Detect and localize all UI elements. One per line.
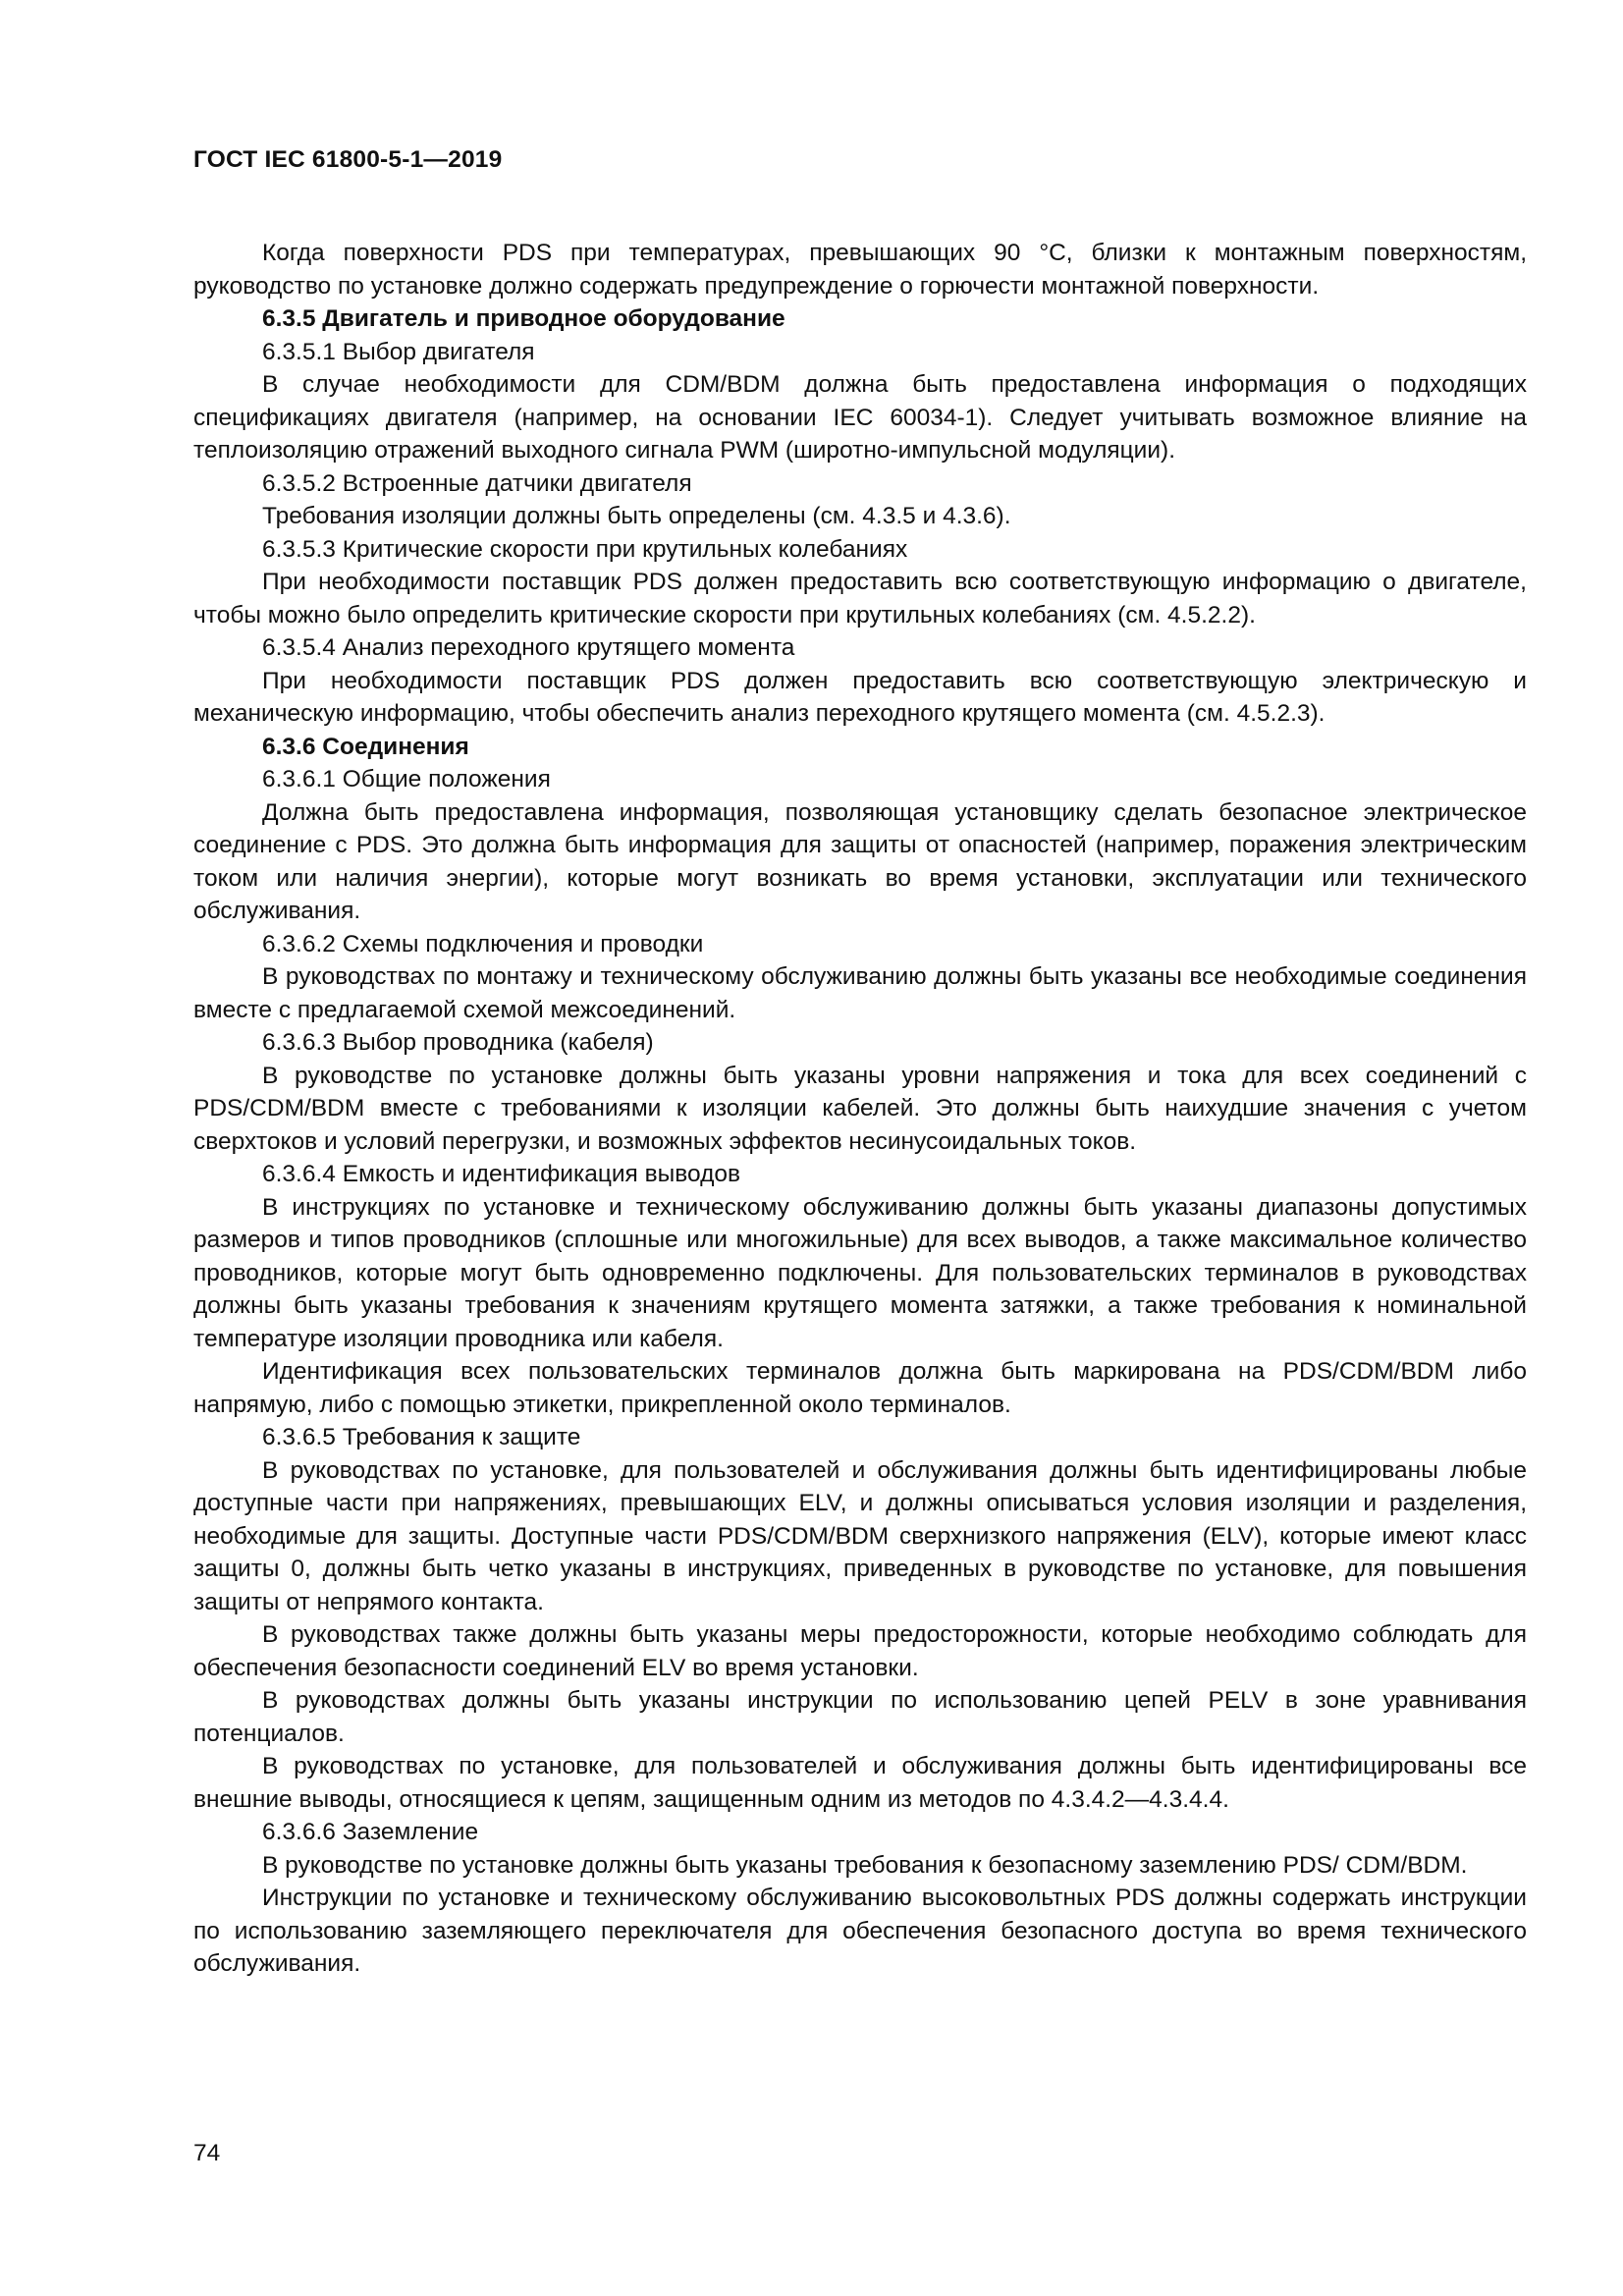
paragraph: В руководствах по установке, для пользователей и обслуживания должны быть идентифицированы все внешние выводы, относящиеся к цепям, защищенным одним из методов по 4.3.4.2—4.3.4.4. <box>193 1753 1527 1813</box>
paragraph: Инструкции по установке и техническому обслуживанию высоковольтных PDS должны содержать инструкции по использованию заземляющего переключателя для обеспечения безопасного доступа во время технического обслуживания. <box>193 1885 1527 1978</box>
paragraph: В инструкциях по установке и техническому обслуживанию должны быть указаны диапазоны допустимых размеров и типов проводников (сплошные или многожильные) для всех выводов, а также максимальное количество проводников, которые могут быть одновременно подключены. Для пользовательских терминалов в руководствах должны быть указаны требования к значениям крутящего момента затяжки, а также требования к номинальной температуре изоляции проводника или кабеля. <box>193 1193 1527 1352</box>
paragraph: 6.3.6.2 Схемы подключения и проводки <box>262 930 704 957</box>
paragraph: При необходимости поставщик PDS должен предоставить всю соответствующую электрическую и механическую информацию, чтобы обеспечить анализ переходного крутящего момента (см. 4.5.2.3). <box>193 667 1527 728</box>
paragraph: В руководстве по установке должны быть указаны требования к безопасному заземлению PDS/ CDM/BDM. <box>262 1851 1468 1879</box>
paragraph: В руководствах также должны быть указаны меры предосторожности, которые необходимо соблюдать для обеспечения безопасности соединений ELV во время установки. <box>193 1621 1527 1681</box>
paragraph: В руководствах по установке, для пользователей и обслуживания должны быть идентифицированы любые доступные части при напряжениях, превышающих ELV, и должны описываться условия изоляции и разделения, необходимые для защиты. Доступные части PDS/CDM/BDM сверхнизкого напряжения (ELV), которые имеют класс защиты 0, должны быть четко указаны в инструкциях, приведенных в руководстве по установке, для повышения защиты от непрямого контакта. <box>193 1456 1527 1615</box>
paragraph: 6.3.5.2 Встроенные датчики двигателя <box>262 469 692 497</box>
paragraph: При необходимости поставщик PDS должен предоставить всю соответствующую информацию о двигателе, чтобы можно было определить критические скорости при крутильных колебаниях (см. 4.5.2.2). <box>193 569 1527 629</box>
section-heading: 6.3.6 Соединения <box>262 733 469 760</box>
paragraph: 6.3.5.1 Выбор двигателя <box>262 338 535 365</box>
paragraph: 6.3.5.3 Критические скорости при крутильных колебаниях <box>262 535 908 563</box>
document-page <box>193 145 1527 1981</box>
paragraph: 6.3.6.6 Заземление <box>262 1819 479 1846</box>
paragraph: В руководствах должны быть указаны инструкции по использованию цепей PELV в зоне уравнивания потенциалов. <box>193 1687 1527 1747</box>
document-header: ГОСТ IEC 61800-5-1—2019 <box>193 146 503 173</box>
paragraph: В случае необходимости для CDM/BDM должна быть предоставлена информация о подходящих спецификациях двигателя (например, на основании IEC 60034-1). Следует учитывать возможное влияние на теплоизоляцию отражений выходного сигнала PWM (широтно-импульсной модуляции). <box>193 371 1527 465</box>
paragraph: 6.3.6.4 Емкость и идентификация выводов <box>262 1161 741 1188</box>
page-number: 74 <box>193 2140 221 2166</box>
paragraph: Должна быть предоставлена информация, позволяющая установщику сделать безопасное электрическое соединение с PDS. Это должна быть информация для защиты от опасностей (например, поражения электрическим током или наличия энергии), которые могут возникать во время установки, эксплуатации или технического обслуживания. <box>193 798 1527 925</box>
paragraph: 6.3.6.1 Общие положения <box>262 766 551 793</box>
section-heading: 6.3.5 Двигатель и приводное оборудование <box>262 305 785 333</box>
paragraph: В руководстве по установке должны быть указаны уровни напряжения и тока для всех соединений с PDS/CDM/BDM вместе с требованиями к изоляции кабелей. Это должны быть наихудшие значения с учетом сверхтоков и условий перегрузки, и возможных эффектов несинусоидальных токов. <box>193 1062 1527 1155</box>
paragraph: 6.3.5.4 Анализ переходного крутящего момента <box>262 634 795 662</box>
paragraph: Когда поверхности PDS при температурах, превышающих 90 °С, близки к монтажным поверхностям, руководство по установке должно содержать предупреждение о горючести монтажной поверхности. <box>193 240 1527 300</box>
paragraph: Идентификация всех пользовательских терминалов должна быть маркирована на PDS/CDM/BDM либо напрямую, либо с помощью этикетки, прикрепленной около терминалов. <box>193 1358 1527 1418</box>
paragraph: Требования изоляции должны быть определены (см. 4.3.5 и 4.3.6). <box>262 503 1011 530</box>
paragraph: 6.3.6.3 Выбор проводника (кабеля) <box>262 1029 654 1057</box>
paragraph: 6.3.6.5 Требования к защите <box>262 1424 581 1451</box>
document-body <box>193 237 1527 1981</box>
paragraph: В руководствах по монтажу и техническому обслуживанию должны быть указаны все необходимые соединения вместе с предлагаемой схемой межсоединений. <box>193 963 1527 1023</box>
